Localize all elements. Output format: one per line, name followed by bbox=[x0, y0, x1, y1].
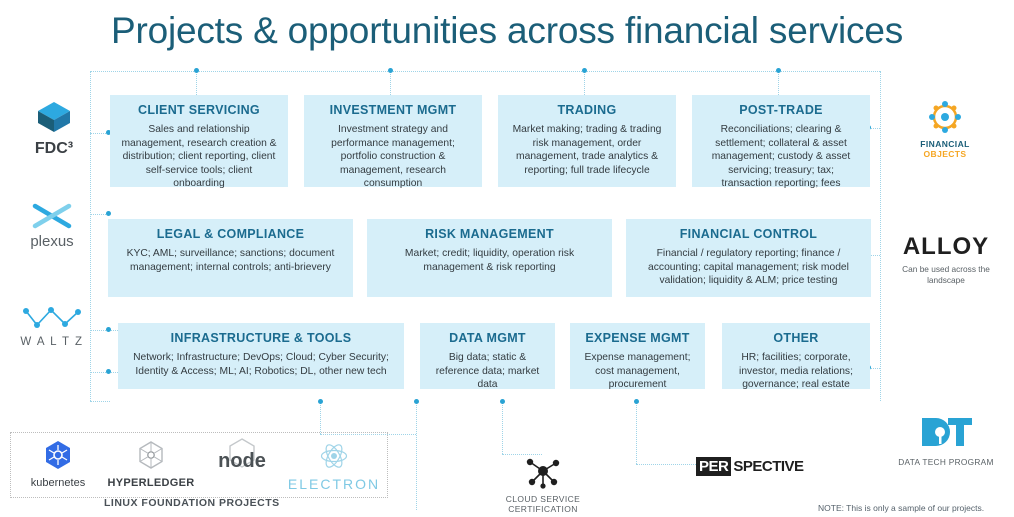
card-title: FINANCIAL CONTROL bbox=[679, 227, 818, 241]
data-tech-program-caption: DATA TECH PROGRAM bbox=[898, 457, 994, 467]
connector-bottom-datamgmt-down bbox=[416, 402, 417, 510]
page-title: Projects & opportunities across financial services bbox=[110, 10, 904, 51]
card-body: Expense management; cost management, procurement bbox=[584, 352, 691, 391]
connector-dot-plexus bbox=[106, 211, 111, 216]
card-body: Financial / regulatory reporting; finance / accounting; capital management; risk model validation; liquidity & ALM; price testing bbox=[648, 248, 849, 287]
card-title: RISK MANAGEMENT bbox=[425, 227, 554, 241]
nodejs-label: node bbox=[218, 450, 266, 472]
alloy-logo bbox=[898, 235, 994, 293]
connector-dot-client-servicing bbox=[194, 68, 199, 73]
kubernetes-label: kubernetes bbox=[30, 477, 86, 489]
connector-dot-trading bbox=[582, 68, 587, 73]
card-body: Sales and relationship management, research creation & distribution; client reporting, client self-service tools; client onboarding bbox=[121, 124, 277, 190]
connector-top-horizontal bbox=[90, 71, 880, 72]
kubernetes-icon bbox=[43, 440, 73, 470]
financial-objects-logo bbox=[902, 100, 988, 159]
waltz-label: W A L T Z bbox=[20, 336, 84, 348]
connector-bottom-cloud-down bbox=[502, 402, 503, 454]
card-body: Network; Infrastructure; DevOps; Cloud; Cyber Security; Identity & Access; ML; AI; Robotics; DL, other new tech bbox=[133, 352, 389, 377]
card-title: LEGAL & COMPLIANCE bbox=[156, 227, 305, 241]
connector-dot-perspective-bottom bbox=[634, 399, 639, 404]
card-title: CLIENT SERVICING bbox=[138, 103, 260, 117]
card-body: HR; facilities; corporate, investor, media relations; governance; real estate bbox=[739, 352, 853, 391]
connector-down-investment bbox=[390, 71, 391, 95]
connector-dot-cloud-bottom bbox=[500, 399, 505, 404]
card-legal-compliance[interactable] bbox=[108, 219, 353, 297]
plexus-logo bbox=[12, 203, 92, 251]
alloy-caption: Can be used across the landscape bbox=[902, 264, 990, 285]
cloud-service-certification bbox=[495, 455, 591, 514]
plexus-x-icon bbox=[31, 203, 73, 229]
plexus-label: plexus bbox=[30, 233, 74, 250]
dt-wrench-icon bbox=[918, 416, 974, 450]
card-risk-management[interactable] bbox=[367, 219, 612, 297]
waltz-zigzag-icon bbox=[21, 305, 83, 331]
footer-note: NOTE: This is only a sample of our projects. bbox=[818, 503, 985, 513]
cloud-service-line1: CLOUD SERVICE bbox=[505, 494, 581, 504]
connector-right-spine bbox=[880, 71, 881, 401]
card-expense-mgmt[interactable] bbox=[570, 323, 705, 389]
perspective-part1: PER bbox=[696, 457, 731, 476]
card-body: KYC; AML; surveillance; sanctions; document management; internal controls; anti-brievery bbox=[126, 248, 335, 273]
card-post-trade[interactable] bbox=[692, 95, 870, 190]
linux-foundation-label: LINUX FOUNDATION PROJECTS bbox=[104, 497, 280, 509]
connector-left-bottom-h bbox=[90, 401, 110, 402]
hyperledger-label: HYPERLEDGER bbox=[107, 477, 195, 489]
connector-dot-datamgmt-bottom bbox=[414, 399, 419, 404]
fdc3-label: FDC³ bbox=[34, 140, 74, 157]
card-other[interactable] bbox=[722, 323, 870, 389]
cloud-service-line2: CERTIFICATION bbox=[508, 504, 578, 514]
card-investment-mgmt[interactable] bbox=[304, 95, 482, 190]
connector-bottom-infra-down bbox=[320, 402, 321, 434]
card-trading[interactable] bbox=[498, 95, 676, 187]
gear-hub-icon bbox=[928, 100, 962, 134]
alloy-label: ALLOY bbox=[902, 233, 990, 260]
kubernetes-logo bbox=[18, 440, 98, 489]
electron-label: ELECTRON bbox=[287, 476, 381, 492]
connector-dot-waltz-1 bbox=[106, 327, 111, 332]
data-tech-program-logo bbox=[888, 416, 1004, 468]
card-body: Market; credit; liquidity, operation risk management & risk reporting bbox=[404, 248, 575, 273]
nodejs-spacer bbox=[206, 473, 278, 491]
financial-objects-label-line2: OBJECTS bbox=[923, 149, 967, 159]
card-financial-control[interactable] bbox=[626, 219, 871, 297]
connector-down-client-servicing bbox=[196, 71, 197, 95]
perspective-logo bbox=[696, 457, 820, 475]
card-body: Market making; trading & trading risk management, order management, trade analytics & reporting; full trade lifecycle bbox=[512, 124, 662, 176]
waltz-logo bbox=[8, 305, 96, 355]
connector-down-post-trade bbox=[778, 71, 779, 95]
fdc3-logo bbox=[18, 100, 90, 156]
connector-dot-infra-bottom bbox=[318, 399, 323, 404]
card-body: Investment strategy and performance management; portfolio construction & management, research consumption bbox=[331, 124, 455, 190]
card-data-mgmt[interactable] bbox=[420, 323, 555, 389]
cube-icon bbox=[34, 100, 74, 134]
electron-atom-icon bbox=[320, 442, 348, 470]
card-body: Reconciliations; clearing & settlement; collateral & asset management; custody & asset servicing; treasury; tax; transaction reporting; fees bbox=[711, 124, 851, 190]
card-title: TRADING bbox=[557, 103, 617, 117]
connector-dot-waltz-2 bbox=[106, 369, 111, 374]
connector-infra-row2 bbox=[90, 372, 118, 373]
electron-logo bbox=[284, 442, 384, 492]
connector-down-trading bbox=[584, 71, 585, 95]
financial-objects-label-line1: FINANCIAL bbox=[920, 139, 970, 149]
card-body: Big data; static & reference data; market data bbox=[435, 352, 540, 391]
hyperledger-logo bbox=[104, 440, 198, 489]
card-title: INVESTMENT MGMT bbox=[329, 103, 457, 117]
connector-bottom-perspective-h bbox=[636, 464, 698, 465]
card-infrastructure-tools[interactable] bbox=[118, 323, 404, 389]
card-title: INFRASTRUCTURE & TOOLS bbox=[170, 331, 352, 345]
nodejs-logo bbox=[206, 437, 278, 491]
card-title: DATA MGMT bbox=[449, 331, 526, 345]
perspective-part2: SPECTIVE bbox=[733, 458, 804, 475]
hyperledger-icon bbox=[136, 440, 166, 470]
connector-bottom-perspective-down bbox=[636, 402, 637, 464]
card-title: EXPENSE MGMT bbox=[585, 331, 690, 345]
connector-dot-investment bbox=[388, 68, 393, 73]
network-nodes-icon bbox=[523, 455, 563, 489]
card-title: OTHER bbox=[773, 331, 819, 345]
connector-dot-post-trade bbox=[776, 68, 781, 73]
card-client-servicing[interactable] bbox=[110, 95, 288, 190]
card-title: POST-TRADE bbox=[739, 103, 823, 117]
